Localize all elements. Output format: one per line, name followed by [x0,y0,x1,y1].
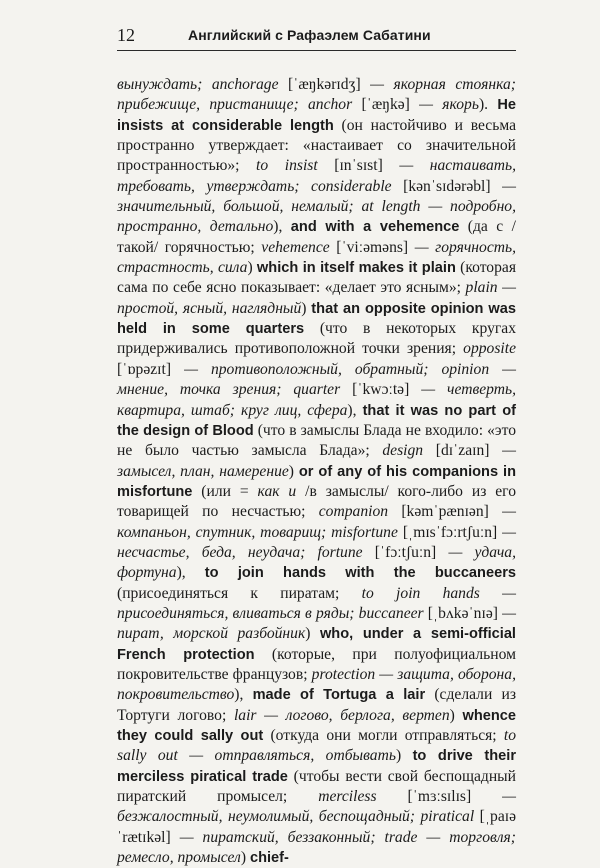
italic-gloss: protection — защита, оборона, покровительство [117,665,516,704]
term-phrase: who, under a semi-official French protection [117,626,516,663]
page-header [117,24,516,51]
term-phrase: made of Tortuga a lair [252,687,426,704]
plain-text: ). [478,96,498,114]
italic-gloss: — пиратский, беззаконный; trade — торговля; ремесло, промысел [117,828,516,867]
italic-gloss: — замысел, план, намерение [117,442,516,480]
plain-text: [ˈfɔːtʃuːn] [374,543,449,561]
term-phrase: that it was no part of the design of Blood [117,402,516,439]
plain-text: /в замыслы/ кого-либо из его товарищей по несчастью; [117,482,516,521]
plain-text: ), [234,686,253,704]
italic-gloss: вынуждать; anchorage [117,76,289,93]
page-number: 12 [117,25,135,45]
plain-text: (откуда они могли отправляться; [263,727,504,744]
term-phrase: or of any of his companions in misfortune [117,463,517,500]
italic-gloss: merciless [318,788,408,806]
italic-gloss: — компаньон, спутник, товарищ; misfortune [117,503,516,541]
plain-text: (чтобы вести свой беспощадный пиратский промысел; [117,767,517,806]
term-phrase: that an opposite opinion was held in some quarters [117,300,517,338]
running-title: Английский с Рафаэлем Сабатини [188,27,431,43]
plain-text: ), [273,218,291,236]
italic-gloss: — пират, морской разбойник [117,604,516,643]
italic-gloss: design [382,442,436,460]
italic-gloss: companion [318,503,402,521]
term-phrase: which in itself makes it plain [256,260,456,277]
italic-gloss: — четверть, квартира, штаб; круг лиц, сфера [117,381,517,419]
plain-text: (что в некоторых кругах придерживались противоположной точки зрения; [117,320,516,358]
italic-gloss: plain — простой, ясный, наглядный [117,279,516,317]
italic-gloss: — противоположный, обратный; opinion — мнение, точка зрения; quarter [117,360,516,399]
plain-text: (или = [192,482,258,500]
italic-gloss: vehemence [261,238,337,256]
italic-gloss: — значительный, большой, немалый; at length — подробно, пространно, детально [117,177,516,236]
term-phrase: He insists at considerable length [117,97,516,134]
plain-text: [ˈviːəməns] [336,238,415,256]
italic-gloss: — якорь [419,96,479,114]
plain-text: (которая сама по себе ясно показывает: «делает это ясным»; [117,259,516,297]
term-phrase: and with a vehemence [290,219,460,236]
italic-gloss: opposite [463,340,516,358]
plain-text: ) [449,706,463,724]
plain-text: [kənˈsɪdərəbl] [403,177,503,195]
plain-text: [ˌpaɪəˈrætɪkəl] [117,808,516,846]
term-phrase: to drive their merciless piratical trade [117,748,517,785]
plain-text: (сделали из Тортуги логово; [117,686,516,724]
plain-text: ) [288,462,299,480]
plain-text: [ˌbʌkəˈnɪə] [427,604,503,622]
plain-text: [ˈæŋkərɪdʒ] [288,76,371,93]
italic-gloss: — безжалостный, неумолимый, беспощадный; piratical [117,788,517,826]
italic-gloss: to sally out — отправляться, отбывать [117,727,517,765]
plain-text: (присоединяться к пиратам; [117,584,362,602]
term-phrase: to join hands with the buccaneers [204,565,516,582]
plain-text: (он настойчиво и весьма пространно утверждает: «настаивает со значительной пространностью»; [117,116,516,175]
plain-text: ) [395,747,413,765]
italic-gloss: — якорная стоянка; прибежище, пристанище; anchor [117,76,516,114]
plain-text: (что в замыслы Блада не входило: «это не было частью замысла Блада»; [117,421,516,460]
plain-text: ) [240,849,250,867]
plain-text: [ˈmɜːsɪlɪs] [407,788,503,806]
plain-text: (которые, при полуофициальном покровительстве французов; [117,645,516,683]
plain-text: ), [347,401,363,419]
italic-gloss: to join hands — присоединяться, вливаться в ряды; buccaneer [117,584,516,622]
plain-text: [kəmˈpænɪən] [401,503,503,521]
plain-text: (да с /такой/ горячностью; [117,218,516,256]
italic-gloss: — несчастье, беда, неудача; fortune [117,523,517,561]
italic-gloss: lair — логово, берлога, вертеп [233,706,450,724]
italic-gloss: — удача, фортуна [117,543,516,582]
plain-text: ) [301,299,312,317]
plain-text: [ˈkwɔːtə] [352,381,422,399]
plain-text: ) [305,625,320,643]
term-phrase: chief- [249,850,289,867]
italic-gloss: как и [257,482,297,500]
body-text [117,75,516,868]
plain-text: [ˈæŋkə] [361,96,420,114]
plain-text: [ɪnˈsɪst] [334,157,400,175]
italic-gloss: to insist [256,157,335,175]
plain-text: [ˈɒpəzɪt] [117,360,185,378]
plain-text: ) [247,259,257,277]
term-phrase: whence they could sally out [117,707,517,744]
italic-gloss: — горячность, страстность, сила [117,238,517,277]
plain-text: [dɪˈzaɪn] [435,442,503,460]
italic-gloss: — настаивать, требовать, утверждать; considerable [117,157,516,195]
plain-text: [ˌmɪsˈfɔːrtʃuːn] [402,523,503,541]
plain-text: ), [176,564,205,582]
